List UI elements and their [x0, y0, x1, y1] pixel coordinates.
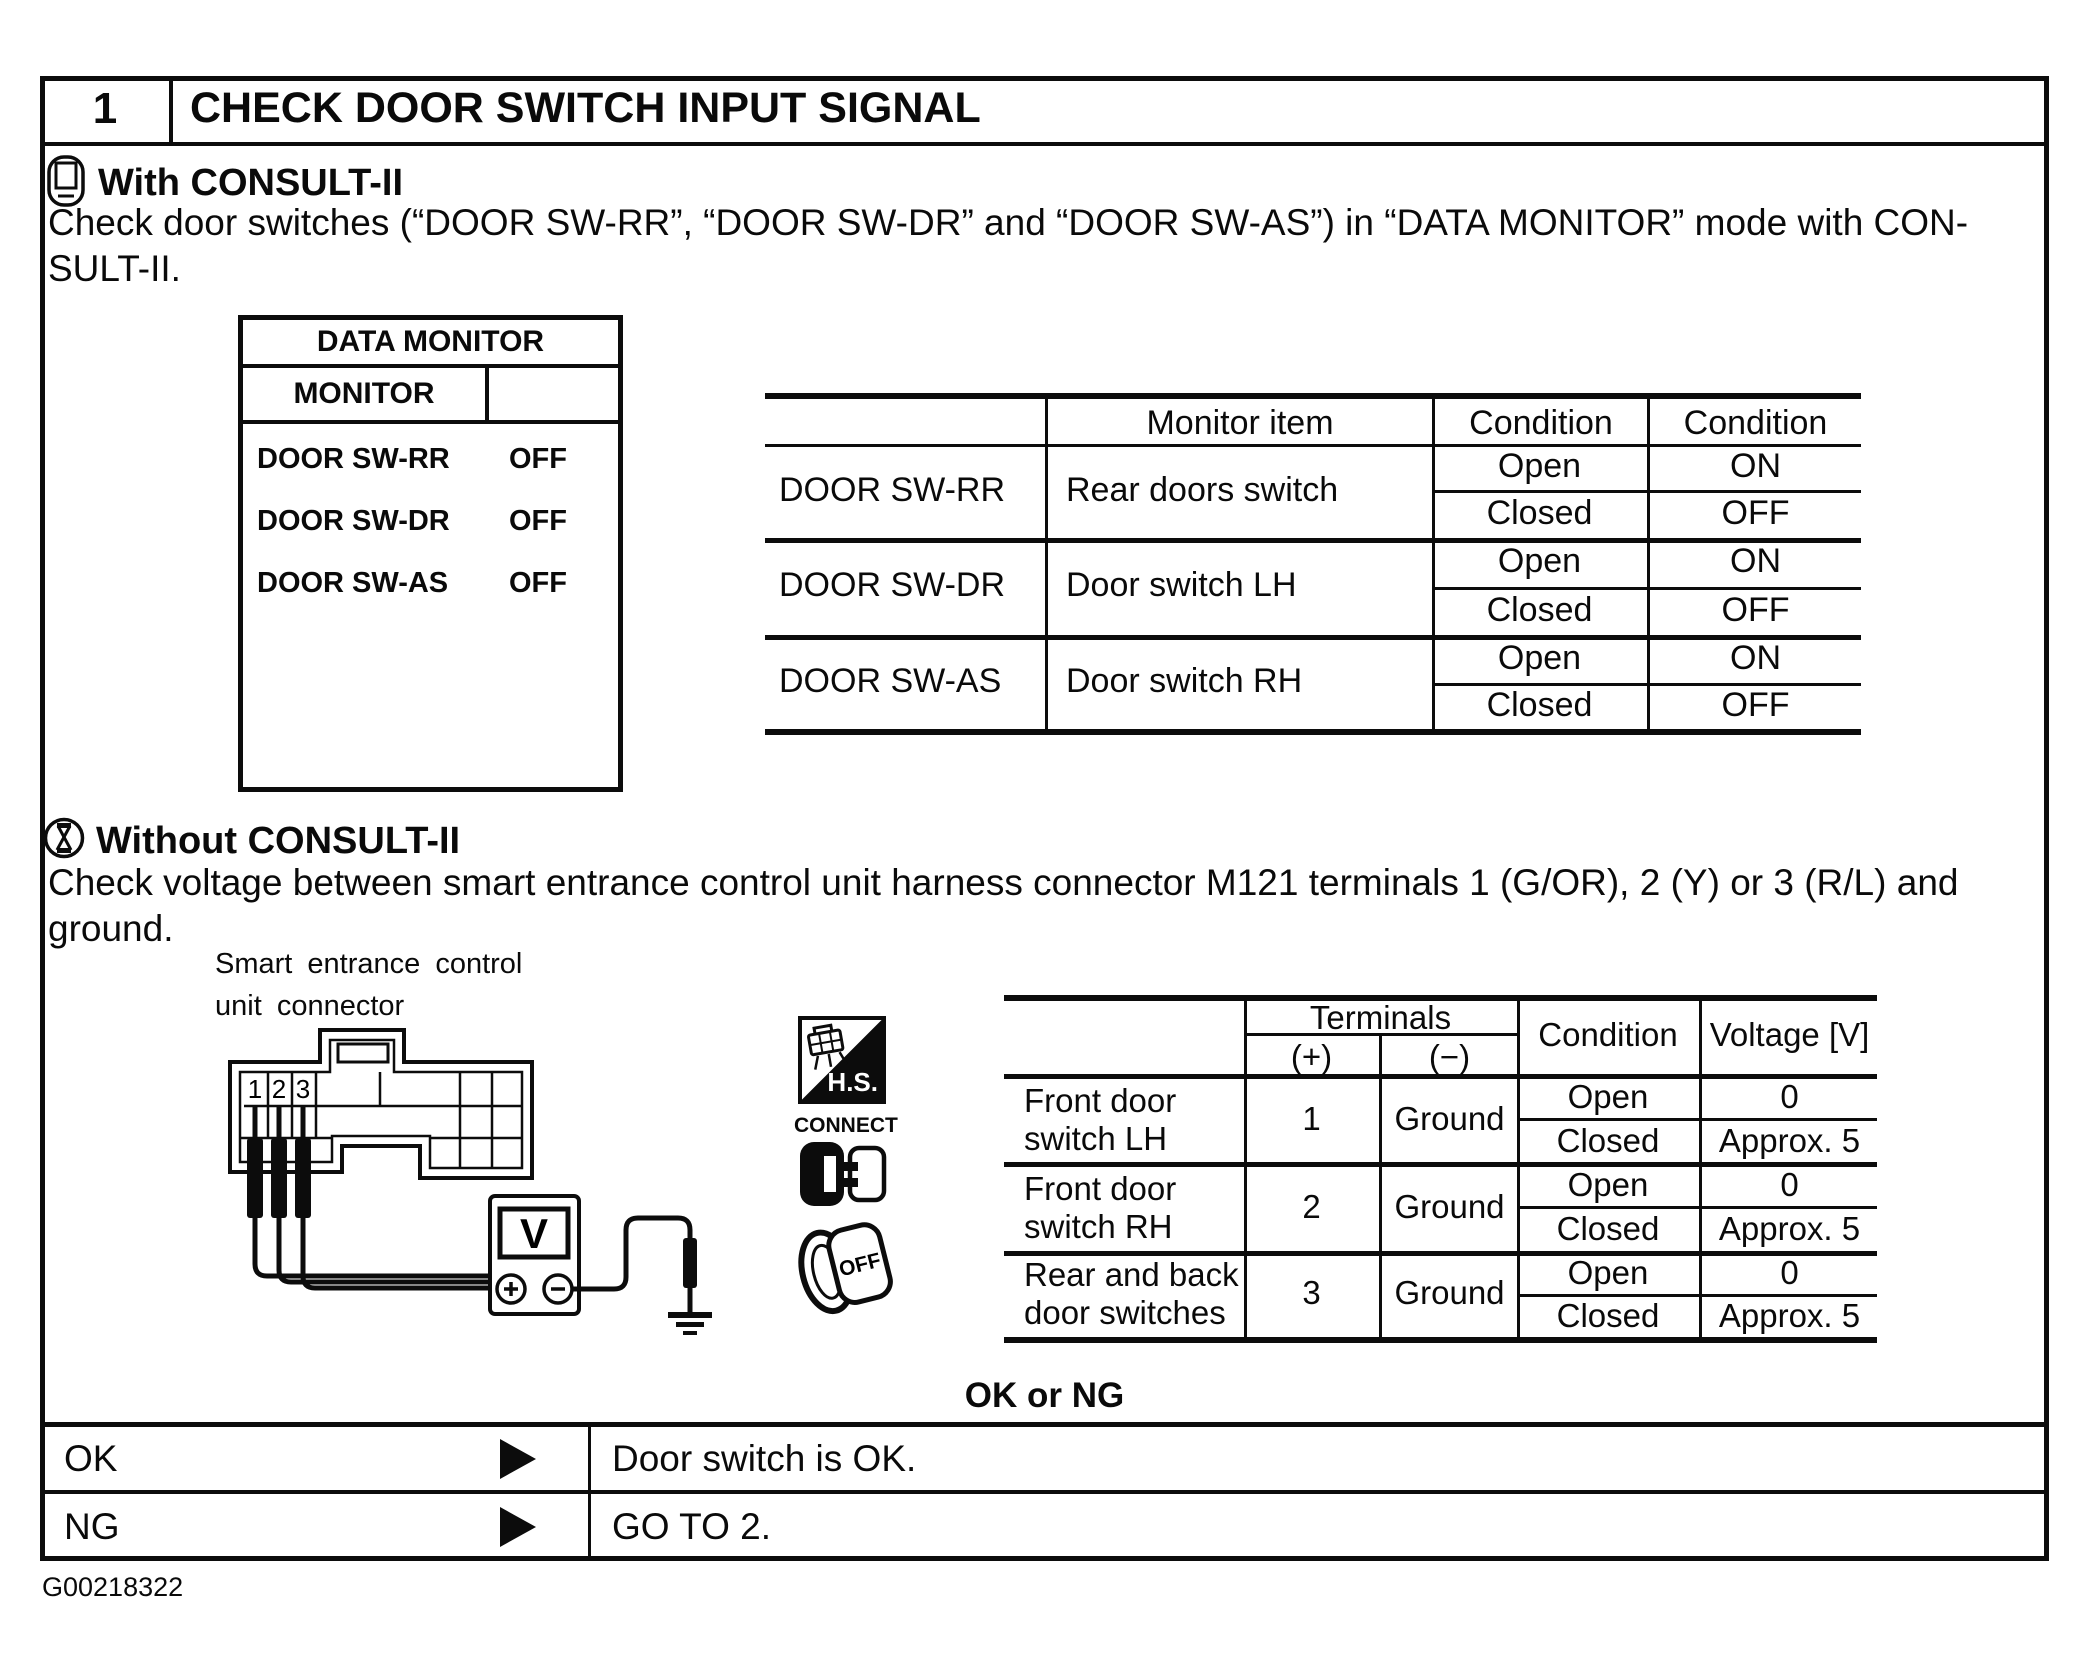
minus-header: (−)	[1428, 1038, 1471, 1075]
table-border	[1045, 393, 1048, 735]
hs-label: H.S.	[827, 1067, 878, 1097]
condition-state: Closed	[1556, 1297, 1660, 1334]
list-item	[243, 490, 618, 552]
pin-number: 2	[271, 1074, 287, 1104]
terminal-minus: Ground	[1394, 1274, 1505, 1311]
no-consult-icon	[42, 816, 86, 860]
monitor-item-label: DOOR SW-RR	[257, 442, 450, 475]
table-border	[40, 1422, 2049, 1427]
test-probe	[247, 1138, 263, 1218]
column-header: Condition	[1683, 404, 1828, 442]
list-item	[243, 552, 618, 614]
monitor-item-value: OFF	[509, 566, 567, 599]
terminal-minus: Ground	[1394, 1100, 1505, 1137]
voltage-value: 0	[1780, 1078, 1799, 1115]
figure-code: G00218322	[42, 1572, 184, 1602]
monitor-row-item: Rear doors switch	[1066, 471, 1339, 509]
connect-label: CONNECT	[794, 1114, 898, 1137]
condition-state: Open	[1497, 447, 1582, 485]
data-monitor-list	[243, 424, 618, 614]
voltage-row-name: switch RH	[1024, 1208, 1173, 1245]
connector-label-line1: Smart entrance control	[215, 948, 523, 980]
consult-handheld-icon	[46, 154, 86, 208]
with-consult-body-line1: Check door switches (“DOOR SW-RR”, “DOOR SW-DR” and “DOOR SW-AS”) in “DATA MONITOR” mode with CON-	[48, 202, 1969, 243]
page-title: CHECK DOOR SWITCH INPUT SIGNAL	[190, 84, 981, 132]
play-arrow-icon	[500, 1439, 536, 1479]
data-monitor-title: DATA MONITOR	[243, 320, 618, 368]
data-monitor-screen	[238, 315, 623, 792]
voltage-row-name: Front door	[1024, 1170, 1177, 1207]
result-prompt: OK or NG	[964, 1376, 1125, 1415]
terminal-minus: Ground	[1394, 1188, 1505, 1225]
pin-number: 1	[247, 1074, 263, 1104]
condition-state: Open	[1567, 1166, 1649, 1203]
without-consult-body-line2: ground.	[48, 908, 174, 949]
condition-state: Open	[1567, 1078, 1649, 1115]
table-border	[1004, 1337, 1877, 1343]
connector-label-line2: unit connector	[215, 990, 405, 1022]
condition-result: OFF	[1721, 686, 1790, 724]
test-probe	[271, 1138, 287, 1218]
terminal-plus: 3	[1302, 1274, 1321, 1311]
column-header: Monitor item	[1146, 404, 1334, 442]
voltage-row-name: door switches	[1024, 1294, 1226, 1331]
ground-wire	[572, 1218, 690, 1289]
key-off-label: OFF	[836, 1248, 884, 1282]
table-border	[1517, 1118, 1877, 1121]
step-number: 1	[92, 84, 118, 133]
voltage-value: Approx. 5	[1718, 1122, 1861, 1159]
terminal-plus: 1	[1302, 1100, 1321, 1137]
column-header: Condition	[1469, 404, 1613, 442]
condition-result: OFF	[1721, 591, 1790, 629]
condition-result: ON	[1730, 447, 1781, 485]
condition-result: OFF	[1721, 494, 1790, 532]
monitor-row-name: DOOR SW-AS	[779, 662, 1002, 700]
monitor-row-item: Door switch LH	[1066, 566, 1297, 604]
result-action: GO TO 2.	[612, 1506, 772, 1547]
condition-state: Open	[1497, 639, 1582, 677]
data-monitor-header-row	[243, 368, 618, 424]
wiring-diagram	[220, 1012, 740, 1360]
voltage-header: Voltage [V]	[1709, 1016, 1870, 1053]
condition-state: Open	[1497, 542, 1582, 580]
hs-connector-icon	[802, 1022, 854, 1072]
voltage-value: 0	[1780, 1166, 1799, 1203]
without-consult-body-line1: Check voltage between smart entrance control unit harness connector M121 terminals 1 (G/OR), 2 (Y) or 3 (R/L) and	[48, 862, 1959, 903]
condition-state: Closed	[1486, 494, 1593, 532]
monitor-item-label: DOOR SW-DR	[257, 504, 450, 537]
without-consult-heading: Without CONSULT-II	[96, 820, 461, 862]
condition-state: Closed	[1556, 1122, 1660, 1159]
header-underline	[40, 142, 2049, 146]
play-arrow-icon	[500, 1507, 536, 1547]
voltage-value: Approx. 5	[1718, 1210, 1861, 1247]
probe-wire	[279, 1212, 500, 1282]
condition-state: Open	[1567, 1254, 1649, 1291]
monitor-item-value: OFF	[509, 442, 567, 475]
terminal-plus: 2	[1302, 1188, 1321, 1225]
ground-probe	[683, 1238, 697, 1288]
voltage-value: 0	[1780, 1254, 1799, 1291]
condition-result: ON	[1730, 542, 1781, 580]
table-border	[40, 1490, 2049, 1494]
result-label: OK	[64, 1438, 118, 1479]
list-item	[243, 428, 618, 490]
condition-result: ON	[1730, 639, 1781, 677]
ground-symbol	[668, 1312, 712, 1318]
table-border	[1517, 1206, 1877, 1209]
terminals-header: Terminals	[1309, 999, 1452, 1036]
table-border	[765, 729, 1861, 735]
table-border	[765, 393, 1861, 399]
result-action: Door switch is OK.	[612, 1438, 917, 1479]
plus-header: (+)	[1290, 1038, 1333, 1075]
monitor-row-name: DOOR SW-DR	[779, 566, 1006, 604]
result-label: NG	[64, 1506, 120, 1547]
with-consult-body-line2: SULT-II.	[48, 248, 181, 289]
voltage-row-name: switch LH	[1024, 1120, 1168, 1157]
test-probe	[295, 1138, 311, 1218]
monitor-item-label: DOOR SW-AS	[257, 566, 449, 599]
condition-state: Closed	[1486, 591, 1593, 629]
ignition-key-off-icon	[798, 1216, 894, 1318]
voltmeter-label: V	[519, 1210, 549, 1257]
monitor-item-value: OFF	[509, 504, 567, 537]
condition-state: Closed	[1486, 686, 1593, 724]
pin-number: 3	[295, 1074, 311, 1104]
voltage-row-name: Front door	[1024, 1082, 1177, 1119]
voltage-row-name: Rear and back	[1024, 1256, 1239, 1293]
with-consult-heading: With CONSULT-II	[98, 162, 404, 204]
monitor-row-name: DOOR SW-RR	[779, 471, 1006, 509]
condition-state: Closed	[1556, 1210, 1660, 1247]
data-monitor-subtitle: MONITOR	[243, 368, 489, 420]
voltage-value: Approx. 5	[1718, 1297, 1861, 1334]
table-border	[588, 1422, 591, 1561]
monitor-row-item: Door switch RH	[1066, 662, 1303, 700]
connect-plug-icon	[796, 1138, 888, 1210]
probe-wire	[255, 1212, 500, 1276]
condition-header: Condition	[1538, 1016, 1678, 1053]
